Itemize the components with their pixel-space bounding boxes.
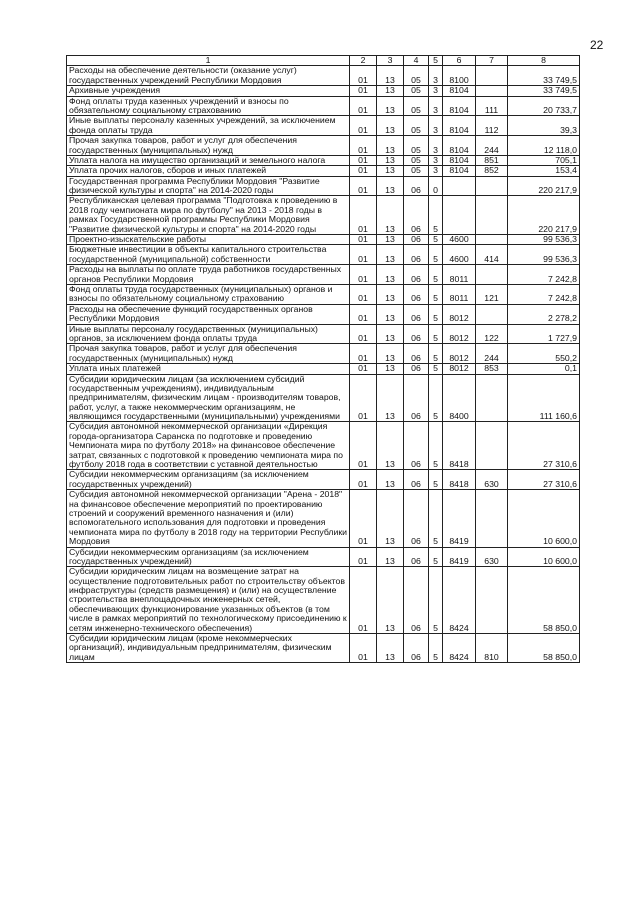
code-col-7: 244: [476, 136, 508, 156]
code-col-5: 5: [429, 634, 443, 663]
code-col-4: 06: [404, 490, 429, 547]
code-col-2: 01: [350, 155, 377, 165]
row-name: Субсидии юридическим лицам (за исключением субсидий государственным учреждениям), индивидуальным предпринимателям, физическим лицам - производителям товаров, работ, услуг, а также некоммерческим организациям, не являющимся государственными (муниципальными) учреждениями: [67, 374, 350, 422]
code-col-6: 8424: [443, 634, 476, 663]
code-col-4: 05: [404, 116, 429, 136]
amount-cell: 705,1: [508, 155, 580, 165]
code-col-3: 13: [377, 245, 404, 265]
code-col-3: 13: [377, 567, 404, 634]
row-name: Республиканская целевая программа "Подготовка к проведению в 2018 году чемпионата мира по футболу" на 2013 - 2018 годы в рамках Государственной программы Республики Мордовия "Развитие физической культуры и спорта" на 2014-2020 годы: [67, 196, 350, 235]
code-col-6: 8104: [443, 155, 476, 165]
code-col-2: 01: [350, 245, 377, 265]
row-name: Фонд оплаты труда казенных учреждений и взносы по обязательному социальному страхованию: [67, 96, 350, 116]
code-col-2: 01: [350, 284, 377, 304]
code-col-7: [476, 422, 508, 470]
code-col-6: 8104: [443, 96, 476, 116]
row-name: Прочая закупка товаров, работ и услуг для обеспечения государственных (муниципальных) нужд: [67, 136, 350, 156]
table-row: [67, 634, 580, 663]
row-name: Субсидии некоммерческим организациям (за исключением государственных учреждений): [67, 470, 350, 490]
amount-cell: 99 536,3: [508, 245, 580, 265]
row-name: Субсидии некоммерческим организациям (за исключением государственных учреждений): [67, 547, 350, 567]
code-col-3: 13: [377, 96, 404, 116]
code-col-6: 8419: [443, 490, 476, 547]
code-col-5: 3: [429, 86, 443, 96]
code-col-6: 8012: [443, 364, 476, 374]
code-col-6: 4600: [443, 235, 476, 245]
code-col-3: 13: [377, 470, 404, 490]
code-col-3: 13: [377, 304, 404, 324]
amount-cell: 7 242,8: [508, 265, 580, 285]
code-col-4: 06: [404, 245, 429, 265]
amount-cell: 220 217,9: [508, 176, 580, 196]
budget-table: [66, 55, 580, 663]
code-col-3: 13: [377, 490, 404, 547]
code-col-6: 8012: [443, 344, 476, 364]
code-col-5: 5: [429, 284, 443, 304]
code-col-6: [443, 196, 476, 235]
table-header-row: [67, 56, 580, 66]
code-col-5: 5: [429, 235, 443, 245]
code-col-2: 01: [350, 547, 377, 567]
row-name: Расходы на обеспечение деятельности (оказание услуг) государственных учреждений Республики Мордовия: [67, 66, 350, 86]
amount-cell: 111 160,6: [508, 374, 580, 422]
amount-cell: 0,1: [508, 364, 580, 374]
amount-cell: 550,2: [508, 344, 580, 364]
code-col-4: 06: [404, 634, 429, 663]
row-name: Проектно-изыскательские работы: [67, 235, 350, 245]
code-col-5: 5: [429, 364, 443, 374]
code-col-2: 01: [350, 344, 377, 364]
code-col-2: 01: [350, 364, 377, 374]
row-name: Расходы на обеспечение функций государственных органов Республики Мордовия: [67, 304, 350, 324]
code-col-7: [476, 86, 508, 96]
table-body: [67, 66, 580, 663]
amount-cell: 220 217,9: [508, 196, 580, 235]
amount-cell: 20 733,7: [508, 96, 580, 116]
code-col-3: 13: [377, 324, 404, 344]
table-row: [67, 155, 580, 165]
table-row: [67, 196, 580, 235]
code-col-3: 13: [377, 265, 404, 285]
code-col-5: 5: [429, 547, 443, 567]
code-col-7: 244: [476, 344, 508, 364]
code-col-7: [476, 66, 508, 86]
code-col-6: 8419: [443, 547, 476, 567]
code-col-3: 13: [377, 196, 404, 235]
code-col-4: 06: [404, 265, 429, 285]
code-col-5: 5: [429, 567, 443, 634]
code-col-5: 3: [429, 136, 443, 156]
code-col-7: [476, 304, 508, 324]
column-header: 6: [443, 56, 476, 66]
table-row: [67, 66, 580, 86]
code-col-2: 01: [350, 567, 377, 634]
table-row: [67, 470, 580, 490]
code-col-4: 06: [404, 344, 429, 364]
code-col-6: 8011: [443, 265, 476, 285]
code-col-5: 5: [429, 422, 443, 470]
code-col-7: 852: [476, 166, 508, 176]
code-col-7: [476, 374, 508, 422]
code-col-3: 13: [377, 422, 404, 470]
table-row: [67, 166, 580, 176]
code-col-5: 5: [429, 344, 443, 364]
code-col-3: 13: [377, 176, 404, 196]
code-col-6: 8400: [443, 374, 476, 422]
code-col-5: 3: [429, 116, 443, 136]
code-col-6: 8418: [443, 422, 476, 470]
code-col-2: 01: [350, 116, 377, 136]
row-name: Государственная программа Республики Мордовия "Развитие физической культуры и спорта" на 2014-2020 годы: [67, 176, 350, 196]
code-col-5: 5: [429, 304, 443, 324]
code-col-3: 13: [377, 66, 404, 86]
code-col-2: 01: [350, 470, 377, 490]
row-name: Субсидия автономной некоммерческой организации «Дирекция города-организатора Саранска по подготовке и проведению Чемпионата мира по футболу 2018» на финансовое обеспечение затрат, связанных с подготовкой к проведению чемпионата мира по футболу 2018 года в соответствии с уставной деятельностью: [67, 422, 350, 470]
row-name: Субсидии юридическим лицам (кроме некоммерческих организаций), индивидуальным предпринимателям, физическим лицам: [67, 634, 350, 663]
code-col-6: 8104: [443, 166, 476, 176]
code-col-5: 3: [429, 166, 443, 176]
row-name: Архивные учреждения: [67, 86, 350, 96]
table-row: [67, 265, 580, 285]
amount-cell: 39,3: [508, 116, 580, 136]
amount-cell: 58 850,0: [508, 634, 580, 663]
code-col-7: [476, 196, 508, 235]
code-col-3: 13: [377, 374, 404, 422]
table-row: [67, 364, 580, 374]
amount-cell: 58 850,0: [508, 567, 580, 634]
amount-cell: 10 600,0: [508, 547, 580, 567]
code-col-4: 06: [404, 284, 429, 304]
code-col-7: 630: [476, 470, 508, 490]
row-name: Расходы на выплаты по оплате труда работников государственных органов Республики Мордовия: [67, 265, 350, 285]
code-col-3: 13: [377, 116, 404, 136]
code-col-6: 8418: [443, 470, 476, 490]
table-row: [67, 96, 580, 116]
code-col-7: [476, 235, 508, 245]
code-col-4: 06: [404, 304, 429, 324]
code-col-4: 06: [404, 176, 429, 196]
code-col-4: 06: [404, 235, 429, 245]
table-row: [67, 490, 580, 547]
row-name: Субсидии юридическим лицам на возмещение затрат на осуществление подготовительных работ по строительству объектов инфраструктуры (средств размещения) и (или) на осуществление строительства внеплощадочных инженерных сетей, обеспечивающих функционирование указанных объектов (в том числе в рамках мероприятий по технологическому присоединению к сетям инженерно-технического обеспечения): [67, 567, 350, 634]
table-row: [67, 136, 580, 156]
code-col-2: 01: [350, 136, 377, 156]
amount-cell: 7 242,8: [508, 284, 580, 304]
code-col-6: 4600: [443, 245, 476, 265]
code-col-4: 06: [404, 364, 429, 374]
code-col-3: 13: [377, 547, 404, 567]
amount-cell: 1 727,9: [508, 324, 580, 344]
code-col-6: 8424: [443, 567, 476, 634]
amount-cell: 27 310,6: [508, 470, 580, 490]
column-header: 5: [429, 56, 443, 66]
code-col-7: 112: [476, 116, 508, 136]
code-col-5: 5: [429, 245, 443, 265]
code-col-2: 01: [350, 304, 377, 324]
code-col-2: 01: [350, 176, 377, 196]
code-col-3: 13: [377, 634, 404, 663]
code-col-3: 13: [377, 86, 404, 96]
code-col-5: 3: [429, 96, 443, 116]
code-col-7: 122: [476, 324, 508, 344]
row-name: Прочая закупка товаров, работ и услуг для обеспечения государственных (муниципальных) нужд: [67, 344, 350, 364]
code-col-4: 05: [404, 96, 429, 116]
column-header: 4: [404, 56, 429, 66]
row-name: Иные выплаты персоналу государственных (муниципальных) органов, за исключением фонда оплаты труда: [67, 324, 350, 344]
code-col-2: 01: [350, 235, 377, 245]
code-col-3: 13: [377, 166, 404, 176]
column-header: 2: [350, 56, 377, 66]
code-col-2: 01: [350, 374, 377, 422]
code-col-6: 8100: [443, 66, 476, 86]
code-col-2: 01: [350, 324, 377, 344]
code-col-4: 06: [404, 196, 429, 235]
code-col-3: 13: [377, 364, 404, 374]
column-header: 1: [67, 56, 350, 66]
code-col-5: 5: [429, 265, 443, 285]
code-col-6: 8104: [443, 136, 476, 156]
amount-cell: 33 749,5: [508, 66, 580, 86]
code-col-7: [476, 490, 508, 547]
table-row: [67, 324, 580, 344]
code-col-4: 06: [404, 567, 429, 634]
code-col-5: 5: [429, 196, 443, 235]
code-col-2: 01: [350, 96, 377, 116]
code-col-5: 0: [429, 176, 443, 196]
code-col-4: 05: [404, 136, 429, 156]
amount-cell: 12 118,0: [508, 136, 580, 156]
table-row: [67, 304, 580, 324]
amount-cell: 10 600,0: [508, 490, 580, 547]
page-number: 22: [590, 38, 604, 52]
code-col-6: 8012: [443, 304, 476, 324]
code-col-3: 13: [377, 155, 404, 165]
code-col-3: 13: [377, 136, 404, 156]
table-row: [67, 86, 580, 96]
code-col-4: 06: [404, 470, 429, 490]
table-row: [67, 116, 580, 136]
row-name: Фонд оплаты труда государственных (муниципальных) органов и взносы по обязательному социальному страхованию: [67, 284, 350, 304]
code-col-7: [476, 176, 508, 196]
code-col-7: 851: [476, 155, 508, 165]
table-row: [67, 176, 580, 196]
code-col-5: 5: [429, 490, 443, 547]
code-col-2: 01: [350, 634, 377, 663]
code-col-6: [443, 176, 476, 196]
code-col-3: 13: [377, 344, 404, 364]
amount-cell: 27 310,6: [508, 422, 580, 470]
code-col-4: 05: [404, 166, 429, 176]
row-name: Иные выплаты персоналу казенных учреждений, за исключением фонда оплаты труда: [67, 116, 350, 136]
code-col-7: 810: [476, 634, 508, 663]
code-col-3: 13: [377, 284, 404, 304]
column-header: 7: [476, 56, 508, 66]
code-col-7: 630: [476, 547, 508, 567]
table-row: [67, 344, 580, 364]
code-col-5: 5: [429, 374, 443, 422]
code-col-2: 01: [350, 265, 377, 285]
code-col-2: 01: [350, 166, 377, 176]
code-col-2: 01: [350, 196, 377, 235]
row-name: Уплата иных платежей: [67, 364, 350, 374]
code-col-5: 5: [429, 324, 443, 344]
code-col-7: 121: [476, 284, 508, 304]
code-col-7: 111: [476, 96, 508, 116]
code-col-7: [476, 567, 508, 634]
code-col-4: 06: [404, 422, 429, 470]
code-col-5: 3: [429, 155, 443, 165]
code-col-7: [476, 265, 508, 285]
code-col-6: 8012: [443, 324, 476, 344]
table-row: [67, 374, 580, 422]
table-row: [67, 245, 580, 265]
column-header: 8: [508, 56, 580, 66]
code-col-4: 06: [404, 547, 429, 567]
row-name: Субсидия автономной некоммерческой организации "Арена - 2018" на финансовое обеспечение мероприятий по проектированию строений и сооружений временного назначения и (или) вспомогательного использования для подготовки и проведения чемпионата мира по футболу в 2018 году на территории Республики Мордовия: [67, 490, 350, 547]
code-col-4: 05: [404, 86, 429, 96]
code-col-5: 5: [429, 470, 443, 490]
code-col-2: 01: [350, 422, 377, 470]
code-col-4: 05: [404, 66, 429, 86]
code-col-2: 01: [350, 490, 377, 547]
table-row: [67, 547, 580, 567]
code-col-4: 06: [404, 324, 429, 344]
code-col-7: 414: [476, 245, 508, 265]
code-col-2: 01: [350, 66, 377, 86]
table-row: [67, 422, 580, 470]
code-col-6: 8011: [443, 284, 476, 304]
code-col-3: 13: [377, 235, 404, 245]
amount-cell: 33 749,5: [508, 86, 580, 96]
column-header: 3: [377, 56, 404, 66]
code-col-6: 8104: [443, 86, 476, 96]
table-row: [67, 567, 580, 634]
row-name: Уплата прочих налогов, сборов и иных платежей: [67, 166, 350, 176]
row-name: Уплата налога на имущество организаций и земельного налога: [67, 155, 350, 165]
amount-cell: 99 536,3: [508, 235, 580, 245]
table-row: [67, 235, 580, 245]
code-col-7: 853: [476, 364, 508, 374]
amount-cell: 2 278,2: [508, 304, 580, 324]
code-col-2: 01: [350, 86, 377, 96]
row-name: Бюджетные инвестиции в объекты капитального строительства государственной (муниципальной) собственности: [67, 245, 350, 265]
table-row: [67, 284, 580, 304]
code-col-4: 05: [404, 155, 429, 165]
amount-cell: 153,4: [508, 166, 580, 176]
code-col-6: 8104: [443, 116, 476, 136]
code-col-4: 06: [404, 374, 429, 422]
code-col-5: 3: [429, 66, 443, 86]
